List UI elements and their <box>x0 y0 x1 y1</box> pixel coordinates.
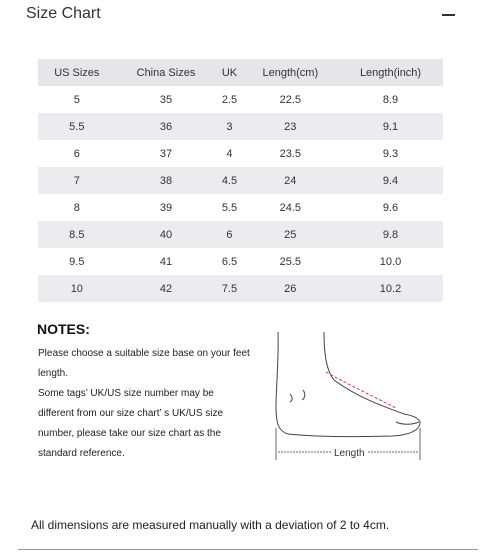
notes-line: different from our size chart’ s UK/US size <box>38 408 224 419</box>
table-cell: 42 <box>116 275 217 302</box>
table-cell: 5.5 <box>216 194 242 221</box>
notes-line: number, please take our size chart as the <box>38 428 221 439</box>
table-cell: 9.6 <box>338 194 443 221</box>
table-cell: 9.8 <box>338 221 443 248</box>
table-cell: 8.9 <box>338 86 443 113</box>
notes-line: length. <box>38 368 69 379</box>
column-header: US Sizes <box>38 59 116 86</box>
table-cell: 5.5 <box>38 113 116 140</box>
table-cell: 10.2 <box>338 275 443 302</box>
notes-heading: NOTES: <box>37 321 90 337</box>
notes-line: Please choose a suitable size base on your feet <box>38 348 250 359</box>
table-cell: 36 <box>116 113 217 140</box>
column-header: UK <box>216 59 242 86</box>
table-cell: 40 <box>116 221 217 248</box>
table-cell: 25 <box>243 221 338 248</box>
table-cell: 8 <box>38 194 116 221</box>
table-cell: 22.5 <box>243 86 338 113</box>
table-header-row <box>38 59 443 86</box>
column-header: China Sizes <box>116 59 217 86</box>
notes-body <box>38 344 263 464</box>
table-cell: 4.5 <box>216 167 242 194</box>
table-row <box>38 140 443 167</box>
table-cell: 23.5 <box>243 140 338 167</box>
table-row <box>38 221 443 248</box>
table-cell: 10.0 <box>338 248 443 275</box>
table-cell: 8.5 <box>38 221 116 248</box>
table-cell: 3 <box>216 113 242 140</box>
table-cell: 38 <box>116 167 217 194</box>
size-chart-header[interactable] <box>0 0 496 30</box>
table-cell: 4 <box>216 140 242 167</box>
table-cell: 6.5 <box>216 248 242 275</box>
table-row <box>38 248 443 275</box>
table-row <box>38 113 443 140</box>
table-cell: 10 <box>38 275 116 302</box>
measurement-disclaimer: All dimensions are measured manually with a deviation of 2 to 4cm. <box>31 518 390 532</box>
notes-line: Some tags’ UK/US size number may be <box>38 388 214 399</box>
table-cell: 9.1 <box>338 113 443 140</box>
table-cell: 23 <box>243 113 338 140</box>
table-row <box>38 194 443 221</box>
table-cell: 7 <box>38 167 116 194</box>
table-cell: 5 <box>38 86 116 113</box>
notes-line: standard reference. <box>38 448 125 459</box>
table-row <box>38 275 443 302</box>
divider <box>18 549 478 550</box>
column-header: Length(cm) <box>243 59 338 86</box>
table-cell: 26 <box>243 275 338 302</box>
table-cell: 7.5 <box>216 275 242 302</box>
table-cell: 9.5 <box>38 248 116 275</box>
table-cell: 9.3 <box>338 140 443 167</box>
collapse-minus-icon[interactable] <box>441 6 457 22</box>
table-cell: 25.5 <box>243 248 338 275</box>
table-cell: 35 <box>116 86 217 113</box>
foot-measurement-illustration <box>268 328 428 468</box>
table-cell: 24 <box>243 167 338 194</box>
table-row <box>38 86 443 113</box>
table-row <box>38 167 443 194</box>
table-cell: 39 <box>116 194 217 221</box>
table-cell: 41 <box>116 248 217 275</box>
size-table <box>38 59 443 302</box>
table-cell: 6 <box>38 140 116 167</box>
table-cell: 6 <box>216 221 242 248</box>
length-label: Length <box>334 448 365 459</box>
table-cell: 37 <box>116 140 217 167</box>
table-cell: 2.5 <box>216 86 242 113</box>
table-cell: 9.4 <box>338 167 443 194</box>
table-cell: 24.5 <box>243 194 338 221</box>
size-chart-title: Size Chart <box>26 5 101 22</box>
column-header: Length(inch) <box>338 59 443 86</box>
